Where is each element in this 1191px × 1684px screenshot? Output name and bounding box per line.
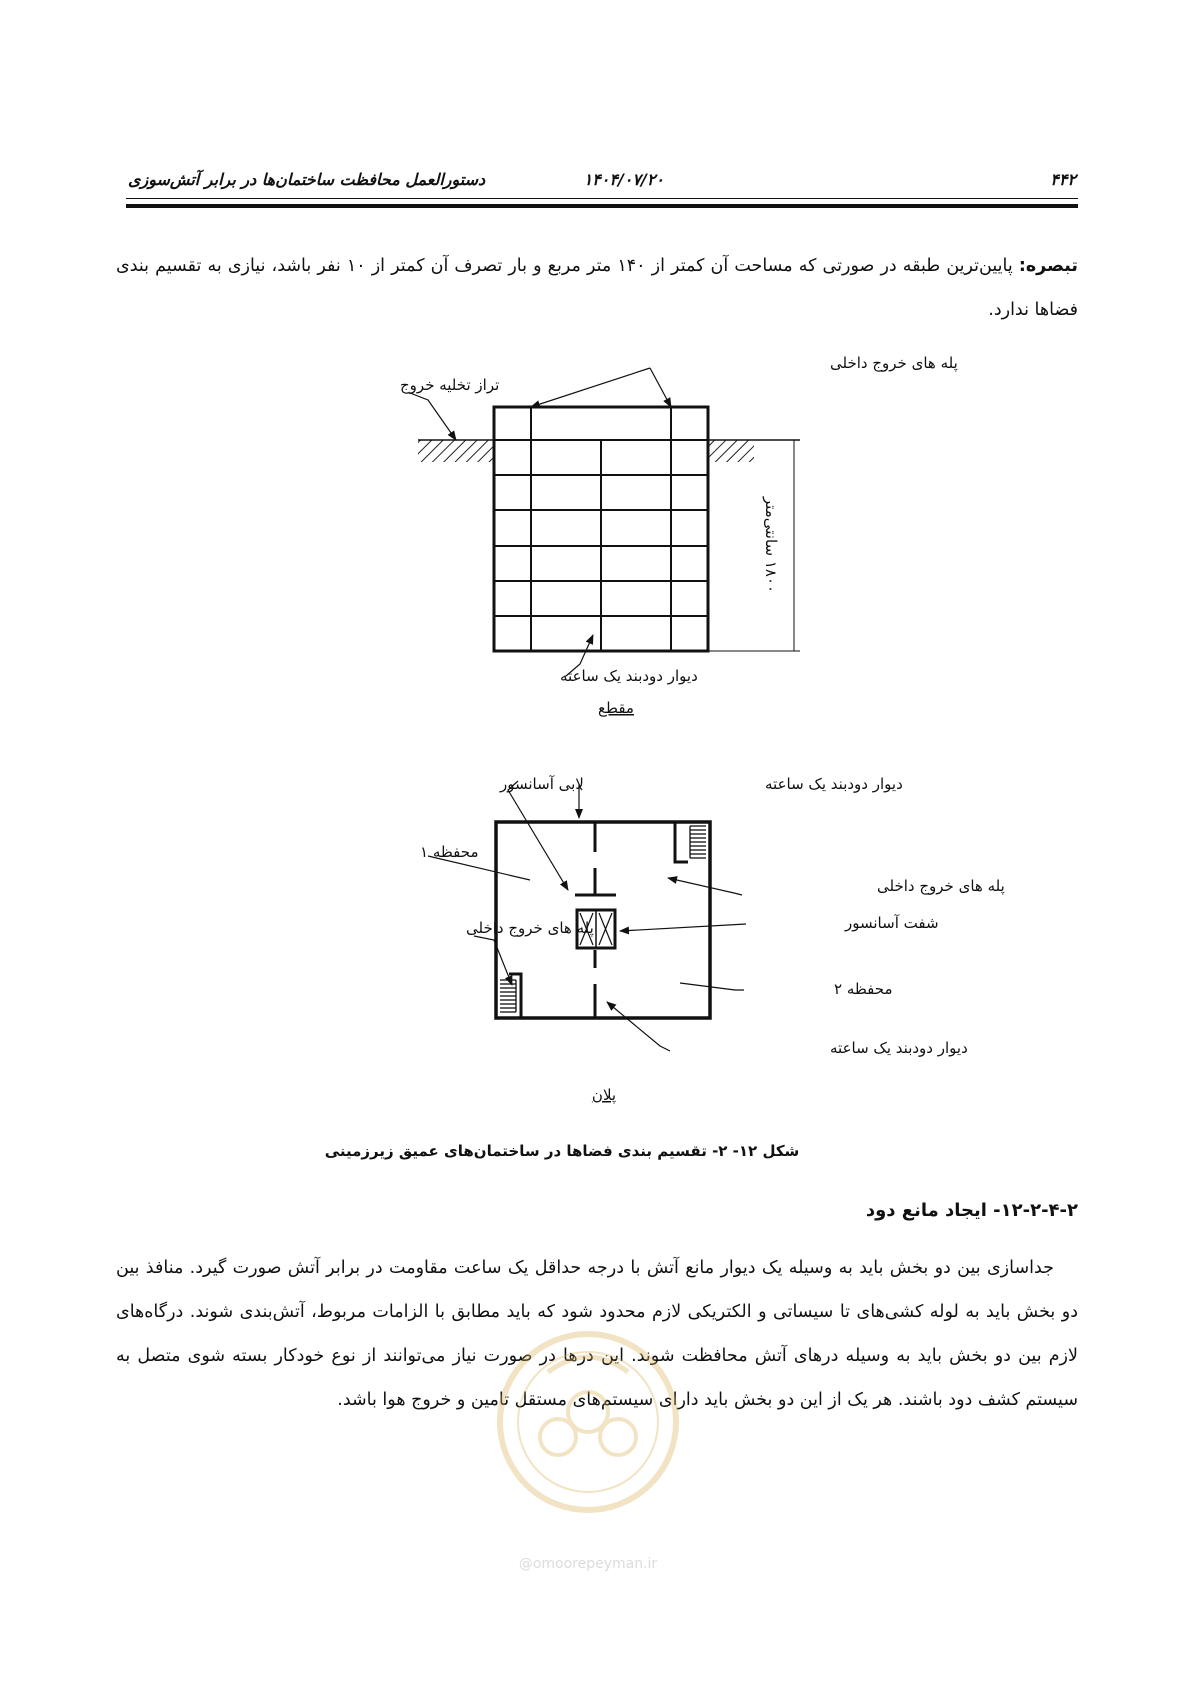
figure-caption: شکل ۱۲- ۲- تقسیم بندی فضاها در ساختمان‌های عمیق زیرزمینی <box>324 1142 800 1160</box>
plan-caption: پلان <box>591 1086 617 1104</box>
elevator-lobby-label: لابی آسانسور <box>500 775 584 793</box>
watermark-logo <box>488 1312 688 1572</box>
plan-diagram <box>420 775 1005 1105</box>
section-wall-label: دیوار دودبند یک ساعته <box>560 667 698 685</box>
note-label: تبصره: <box>1018 256 1079 276</box>
section-heading: ۱۲-۲-۴-۲- ایجاد مانع دود <box>865 1200 1078 1221</box>
plan-wall-top-label: دیوار دودبند یک ساعته <box>765 775 903 793</box>
elevator-shaft-label: شفت آسانسور <box>845 914 939 932</box>
plan-wall-bottom-label: دیوار دودبند یک ساعته <box>830 1039 968 1057</box>
ground-hatch-right <box>708 440 754 462</box>
height-dimension-label: ۱۸۰۰ سانتی‌متر <box>762 496 780 594</box>
zone-2-label: محفظه ۲ <box>834 980 893 998</box>
section-caption: مقطع <box>598 699 634 717</box>
plan-stairs-left-label: پله های خروج داخلی <box>466 919 594 937</box>
header-title: دستورالعمل محافظت ساختمان‌ها در برابر آتش‌سوزی <box>128 170 486 189</box>
note-text: پایین‌ترین طبقه در صورتی که مساحت آن کمتر از ۱۴۰ متر مربع و بار تصرف آن کمتر از ۱۰ نفر باشد، نیازی به تقسیم بندی فضاها ندارد. <box>116 256 1078 320</box>
section-stairs-label: پله های خروج داخلی <box>830 354 958 372</box>
ground-hatch-left <box>418 440 494 462</box>
stair-top-right <box>675 822 706 862</box>
page-number: ۴۴۲ <box>1050 170 1076 189</box>
exit-level-label: تراز تخلیه خروج <box>400 376 500 394</box>
section-diagram <box>400 354 958 717</box>
zone-1-label: محفظه ۱ <box>420 843 479 861</box>
watermark-seal-icon <box>488 1312 688 1542</box>
header-date: ۱۴۰۴/۰۷/۲۰ <box>583 170 664 189</box>
body-text: جداسازی بین دو بخش باید به وسیله یک دیوار مانع آتش با درجه حداقل یک ساعت مقاومت در برابر آتش صورت گیرد. منافذ بین دو بخش باید به لوله کشی‌های تا سیساتی و الکتریکی لازم محدود شود که باید مطابق با الزامات مربوط، آتش‌بندی شوند. درگاه‌های لازم بین دو بخش باید به وسیله درهای آتش محافظت شوند. این درها در صورت نیاز می‌توانند از نوع خودکار بسته شوی متصل به سیستم کشف دود باشند. هر یک از این دو بخش باید دارای سیستم‌های مستقل تامین و خروج هوا باشد. <box>116 1258 1078 1410</box>
watermark-url: @omoorepeyman.ir <box>518 1556 658 1572</box>
plan-stairs-right-label: پله های خروج داخلی <box>877 877 1005 895</box>
